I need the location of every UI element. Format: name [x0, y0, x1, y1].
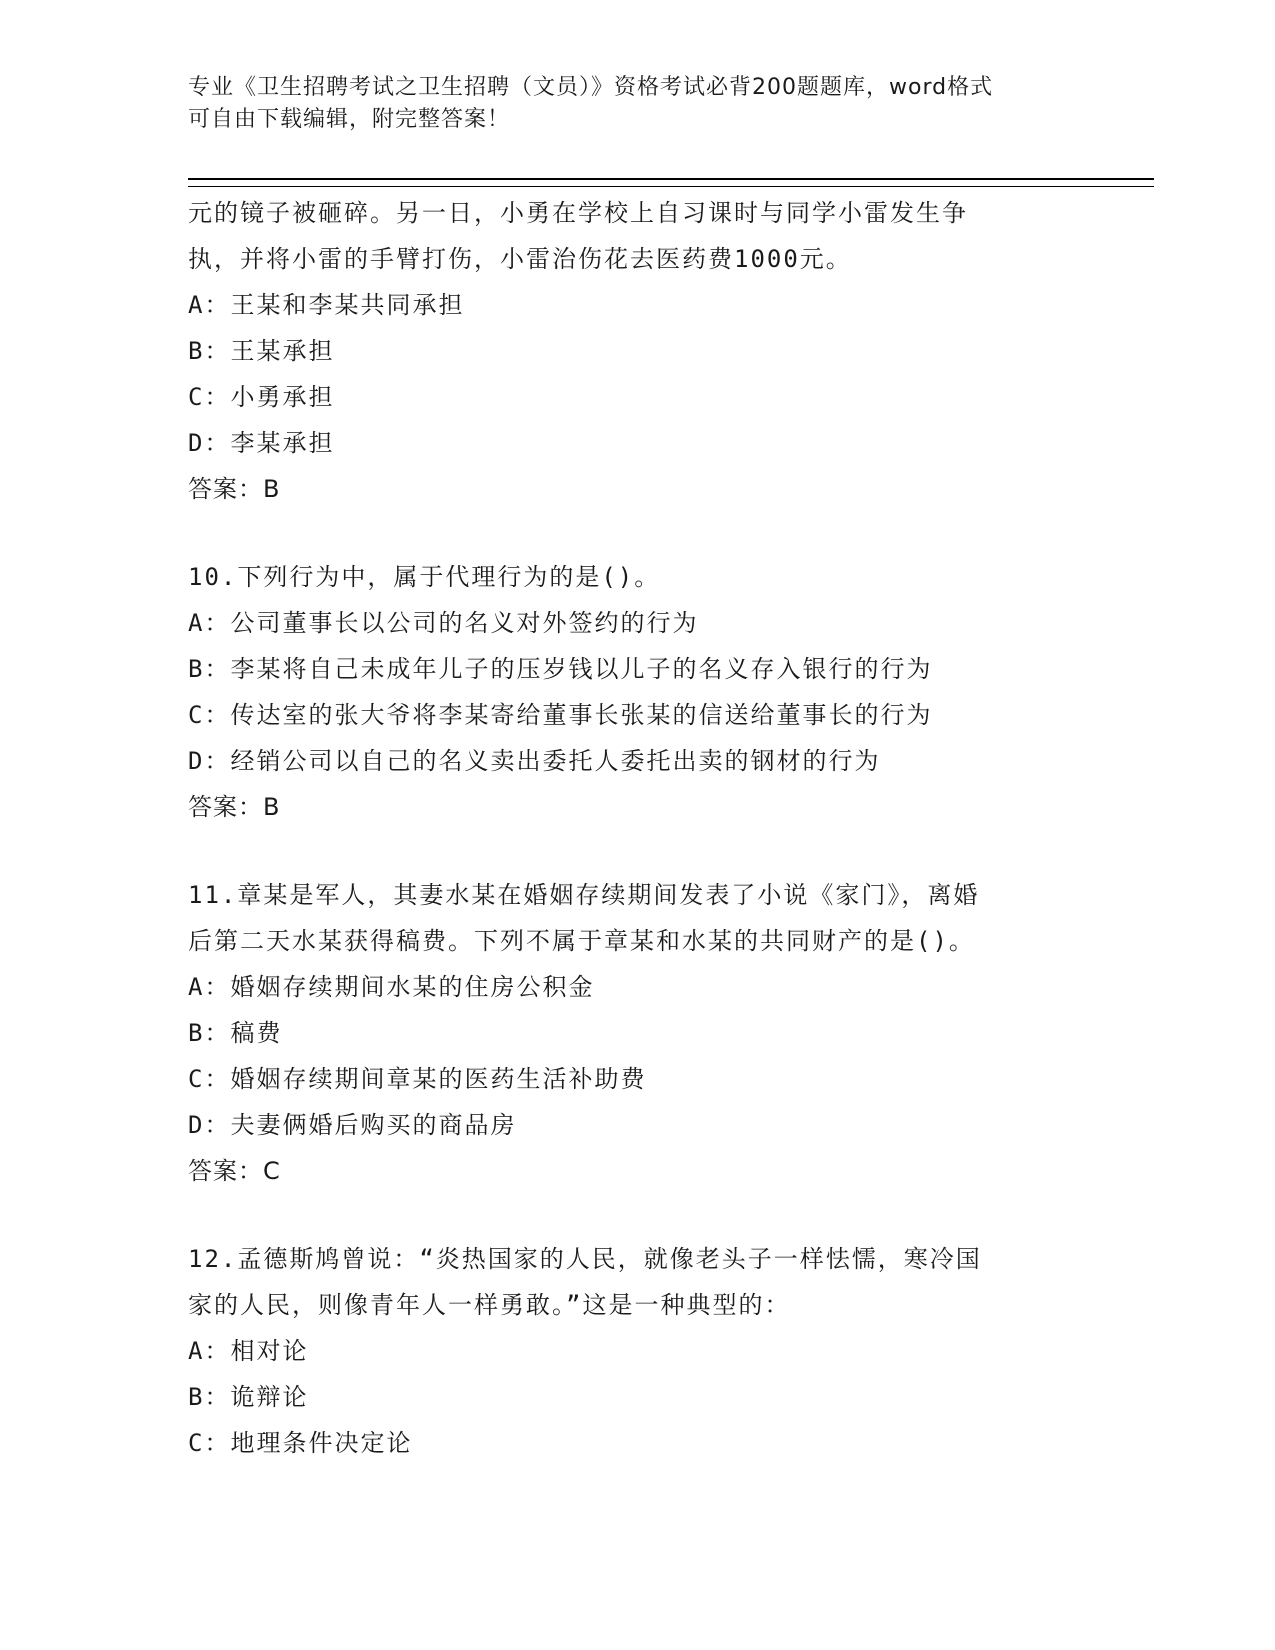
question-text-line: 10.下列行为中，属于代理行为的是()。: [188, 563, 661, 591]
answer-line: 答案：B: [188, 793, 281, 821]
question-text-line: 元的镜子被砸碎。另一日，小勇在学校上自习课时与同学小雷发生争: [188, 199, 968, 227]
document-body: [188, 190, 1088, 1466]
option-b: B：李某将自己未成年儿子的压岁钱以儿子的名义存入银行的行为: [188, 655, 933, 683]
header-title-line-2: 可自由下载编辑，附完整答案！: [188, 107, 511, 132]
header-title-line-1: 专业《卫生招聘考试之卫生招聘（文员）》资格考试必背200题题库，word格式: [188, 75, 994, 100]
option-d: D：李某承担: [188, 429, 335, 457]
option-c: C：传达室的张大爷将李某寄给董事长张某的信送给董事长的行为: [188, 701, 933, 729]
question-text-line: 11.章某是军人，其妻水某在婚姻存续期间发表了小说《家门》，离婚: [188, 881, 980, 909]
answer-line: 答案：B: [188, 475, 281, 503]
option-a: A：婚姻存续期间水某的住房公积金: [188, 973, 595, 1001]
question-text-line: 执，并将小雷的手臂打伤，小雷治伤花去医药费1000元。: [188, 245, 852, 273]
question-block-12: [188, 1236, 1088, 1466]
option-c: C：婚姻存续期间章某的医药生活补助费: [188, 1065, 647, 1093]
option-b: B：王某承担: [188, 337, 335, 365]
option-c: C：小勇承担: [188, 383, 335, 411]
question-block-10: [188, 554, 1088, 830]
question-text-line: 12.孟德斯鸠曾说：“炎热国家的人民，就像老头子一样怯懦，寒冷国: [188, 1245, 982, 1273]
option-d: D：夫妻俩婚后购买的商品房: [188, 1111, 517, 1139]
answer-line: 答案：C: [188, 1157, 281, 1185]
option-d: D：经销公司以自己的名义卖出委托人委托出卖的钢材的行为: [188, 747, 881, 775]
option-c: C：地理条件决定论: [188, 1429, 413, 1457]
option-b: B：诡辩论: [188, 1383, 309, 1411]
option-a: A：公司董事长以公司的名义对外签约的行为: [188, 609, 699, 637]
question-text-line: 后第二天水某获得稿费。下列不属于章某和水某的共同财产的是()。: [188, 927, 975, 955]
option-a: A：相对论: [188, 1337, 309, 1365]
question-block-11: [188, 872, 1088, 1194]
option-a: A：王某和李某共同承担: [188, 291, 465, 319]
question-block-continued: [188, 190, 1088, 512]
question-text-line: 家的人民，则像青年人一样勇敢。”这是一种典型的：: [188, 1291, 791, 1319]
header-divider: [188, 178, 1154, 187]
option-b: B：稿费: [188, 1019, 283, 1047]
page-header: [188, 72, 1088, 136]
